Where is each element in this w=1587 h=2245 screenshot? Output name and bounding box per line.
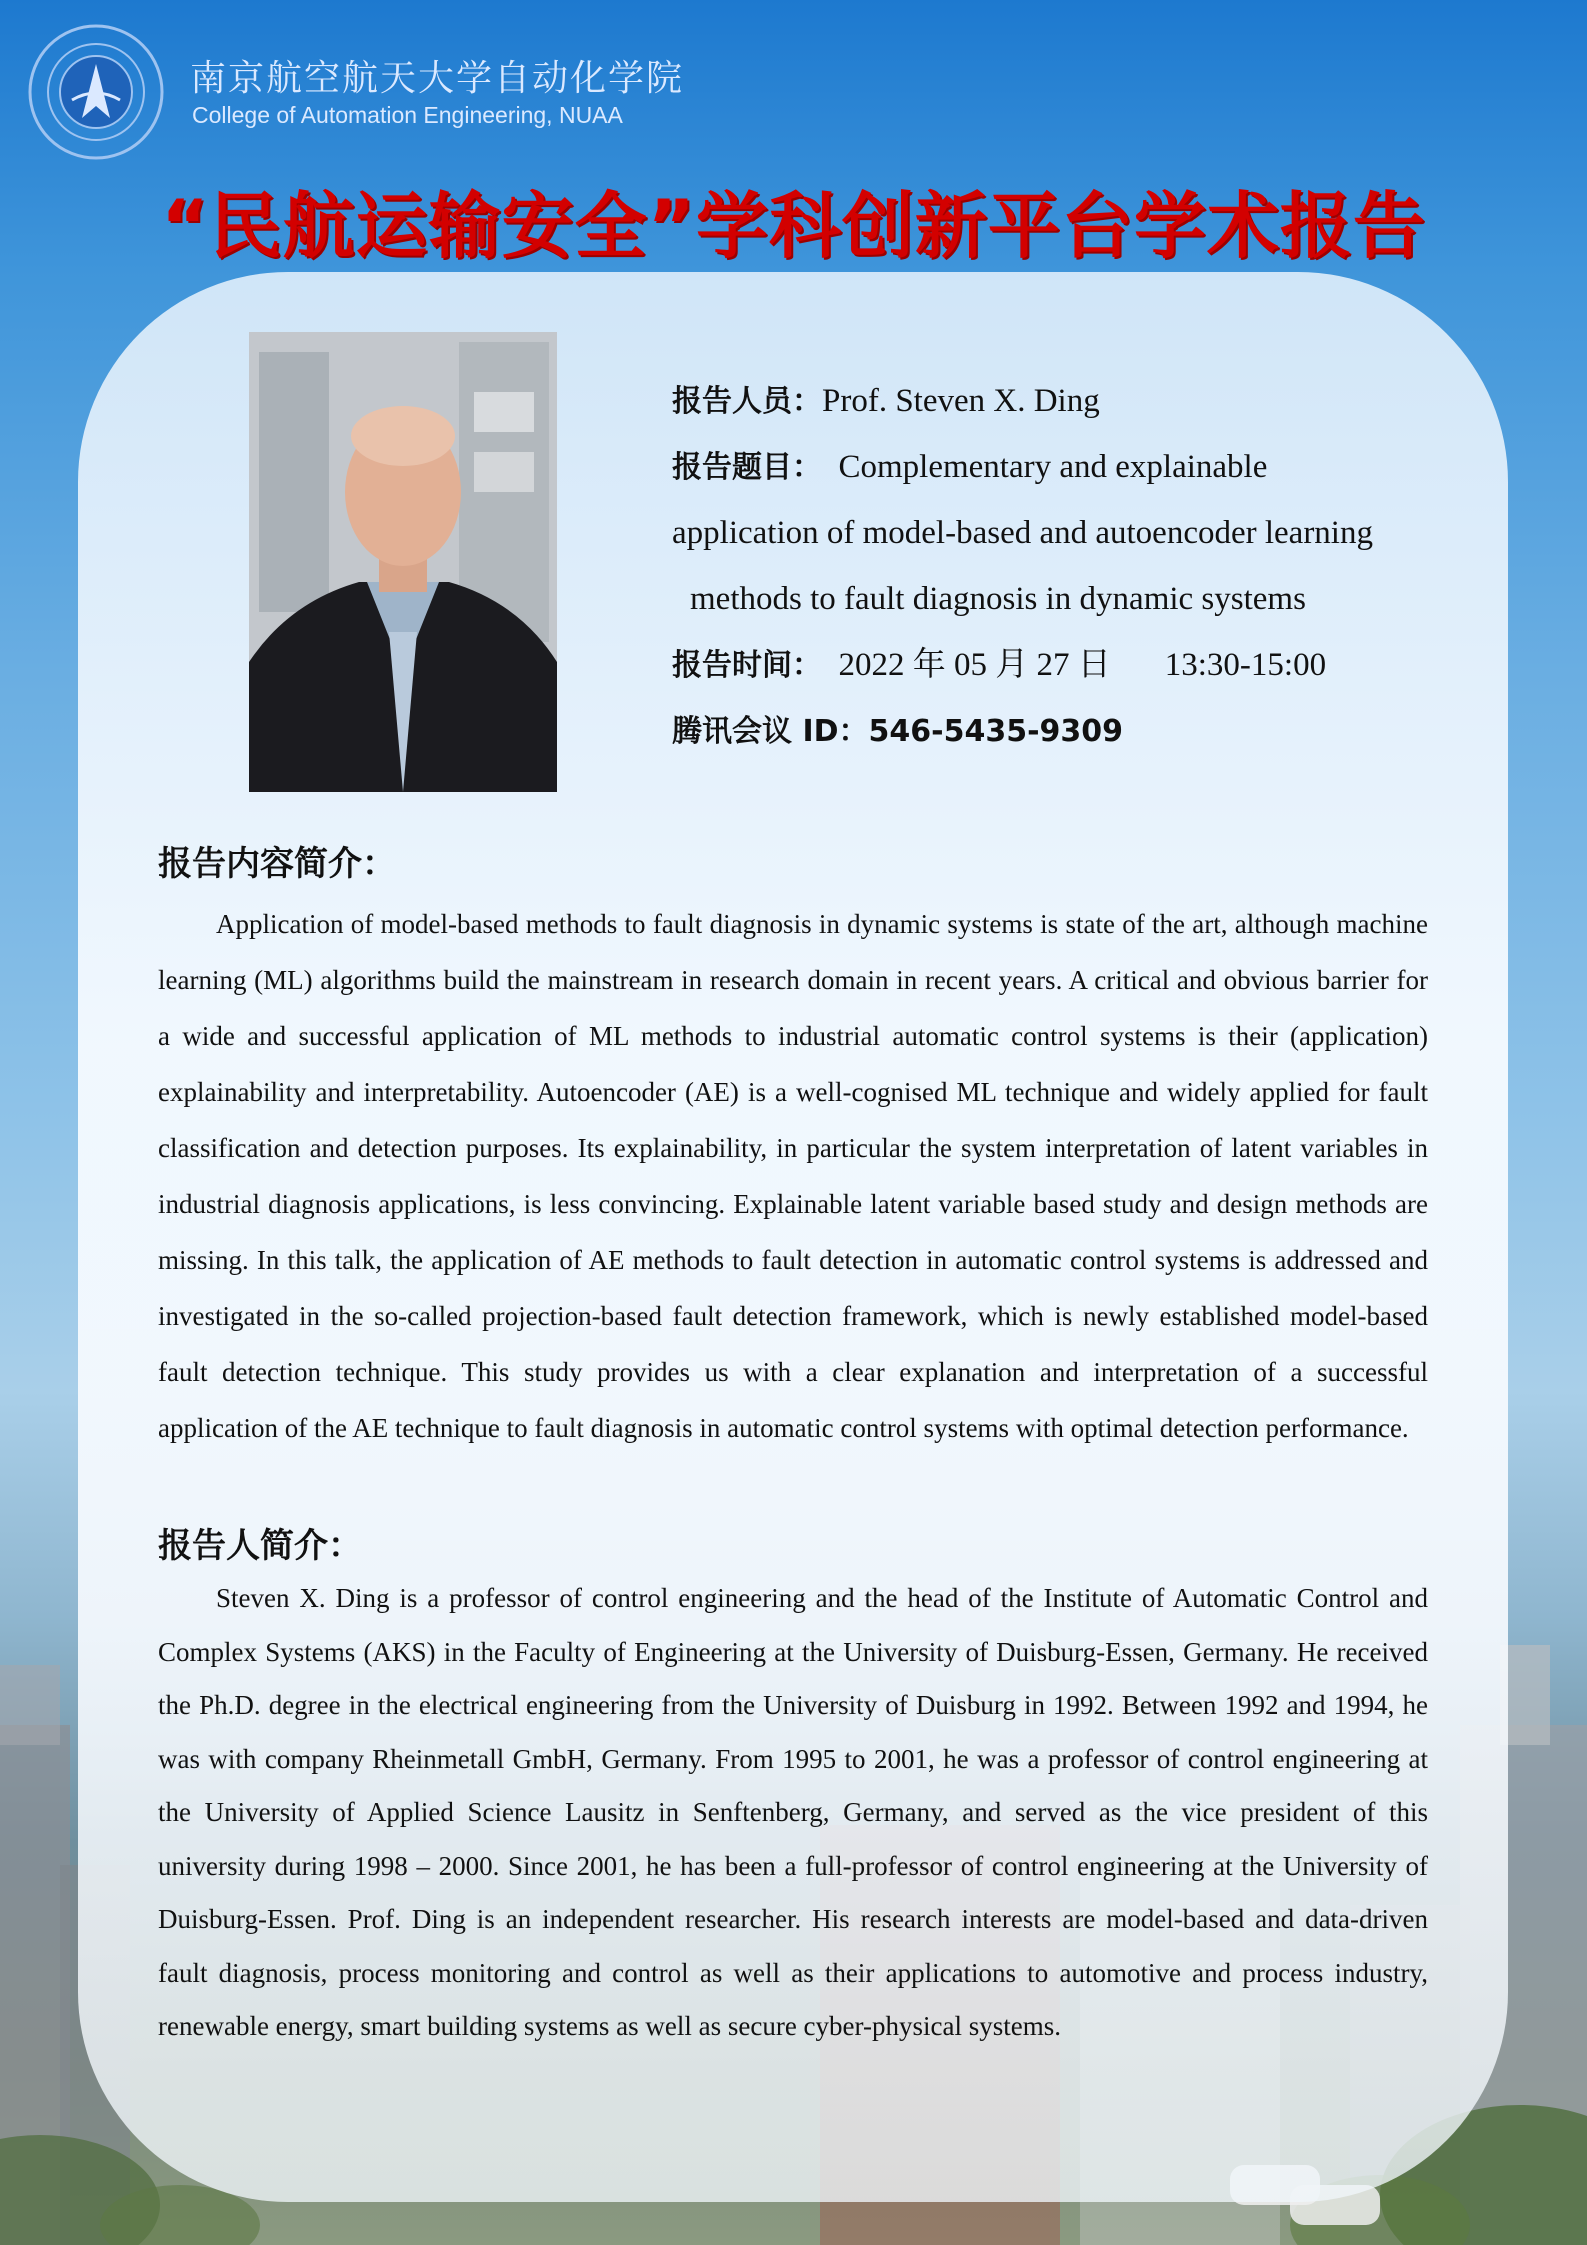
bio-heading: 报告人简介： [158, 1526, 362, 1566]
topic-line-2: application of model-based and autoencoder learning [672, 515, 1373, 551]
speaker-row [672, 368, 1432, 434]
time-row [672, 632, 1432, 698]
bio-text: Steven X. Ding is a professor of control engineering and the head of the Institute of Automatic Control and Complex Systems (AKS) in the Faculty of Engineering at the University of Duisburg-Essen, Germany. He received the Ph.D. degree in the electrical engineering from the University of Duisburg in 1992. Between 1992 and 1994, he was with company Rheinmetall GmbH, Germany. From 1995 to 2001, he was a professor of control engineering at the University of Applied Science Lausitz in Senftenberg, Germany, and served as the vice president of this university during 1998 – 2000. Since 2001, he has been a full-professor of control engineering at the University of Duisburg-Essen. Prof. Ding is an independent researcher. His research interests are model-based and data-driven fault diagnosis, process monitoring and control as well as their applications to automotive and process industry, renewable energy, smart building systems as well as secure cyber-physical systems. [158, 1583, 1428, 2041]
school-name-english: College of Automation Engineering, NUAA [192, 102, 623, 128]
meeting-row [672, 698, 1432, 764]
topic-line-1: Complementary and explainable [838, 449, 1268, 485]
topic-row [672, 434, 1432, 500]
university-seal-icon [26, 22, 166, 162]
topic-row-2 [672, 500, 1432, 566]
time-label: 报告时间： [672, 648, 822, 683]
talk-time: 13:30-15:00 [1164, 647, 1327, 683]
topic-line-3: methods to fault diagnosis in dynamic systems [690, 581, 1306, 617]
speaker-portrait-image [249, 332, 557, 792]
abstract-text: Application of model-based methods to fault diagnosis in dynamic systems is state of the art, although machine learning (ML) algorithms build the mainstream in research domain in recent years. A critical and obvious barrier for a wide and successful application of ML methods to industrial automatic control systems is their (application) explainability and interpretability. Autoencoder (AE) is a well-cognised ML technique and widely applied for fault classification and detection purposes. Its explainability, in particular the system interpretation of latent variables in industrial diagnosis applications, is less convincing. Explainable latent variable based study and design methods are missing. In this talk, the application of AE methods to fault detection in automatic control systems is addressed and investigated in the so-called projection-based fault detection framework, which is newly established model-based fault detection technique. This study provides us with a clear explanation and interpretation of a successful application of the AE technique to fault diagnosis in automatic control systems with optimal detection performance. [158, 909, 1428, 1443]
speaker-label: 报告人员： [672, 384, 822, 419]
speaker-name: Prof. Steven X. Ding [822, 383, 1100, 419]
talk-info [672, 368, 1432, 764]
topic-label: 报告题目： [672, 450, 822, 485]
talk-date: 2022 年 05 月 27 日 [838, 647, 1111, 683]
meeting-id: 546-5435-9309 [868, 714, 1124, 749]
school-name-chinese: 南京航空航天大学自动化学院 [190, 58, 685, 99]
speaker-photo [249, 332, 557, 792]
meeting-label: 腾讯会议 ID： [672, 714, 869, 749]
poster-title: “民航运输安全”学科创新平台学术报告 [161, 184, 1426, 268]
abstract-heading: 报告内容简介： [158, 844, 396, 884]
topic-row-3 [672, 566, 1432, 632]
